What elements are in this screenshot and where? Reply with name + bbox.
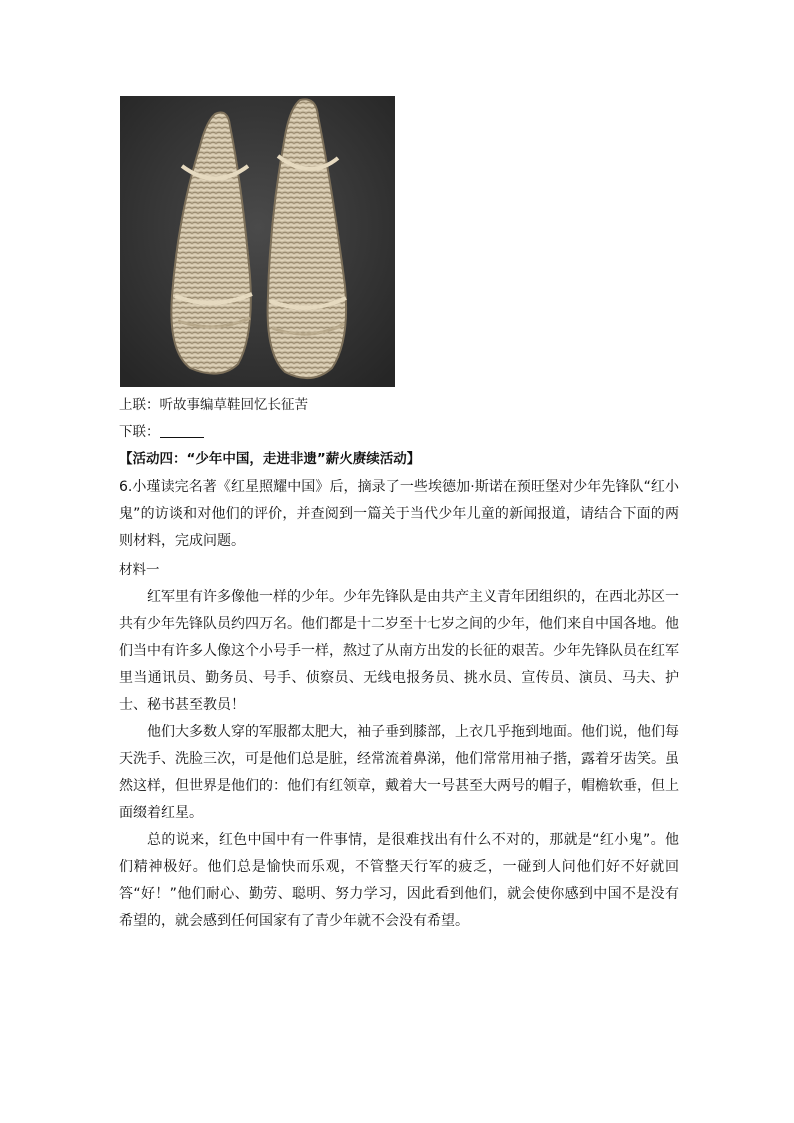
material-paragraph-1: 红军里有许多像他一样的少年。少年先锋队是由共产主义青年团组织的，在西北苏区一共有少年先锋队员约四万名。他们都是十二岁至十七岁之间的少年，他们来自中国各地。他们当中有许多人像这个小号手一样，熬过了从南方出发的长征的艰苦。少年先锋队员在红军里当通讯员、勤务员、号手、侦察员、无线电报务员、挑水员、宣传员、演员、马夫、护士、秘书甚至教员！	[119, 589, 679, 713]
material-label: 材料一	[119, 562, 160, 578]
material-paragraph-3: 总的说来，红色中国中有一件事情，是很难找出有什么不对的，那就是“红小鬼”。他们精神极好。他们总是愉快而乐观，不管整天行军的疲乏，一碰到人问他们好不好就回答“好！”他们耐心、勤劳、聪明、努力学习，因此看到他们，就会使你感到中国不是没有希望的，就会感到任何国家有了青少年就不会没有希望。	[119, 832, 679, 929]
question-paragraph: 6.小瑾读完名著《红星照耀中国》后，摘录了一些埃德加·斯诺在预旺堡对少年先锋队“红小鬼”的访谈和对他们的评价，并查阅到一篇关于当代少年儿童的新闻报道，请结合下面的两则材料，完成问题。	[119, 479, 679, 549]
couplet-lower-label: 下联：	[119, 424, 160, 440]
straw-sandals-icon	[120, 96, 395, 387]
question-text	[119, 474, 679, 555]
answer-blank[interactable]	[160, 423, 204, 438]
straw-sandals-photo	[120, 96, 395, 387]
material-one	[119, 584, 679, 935]
material-paragraph-2: 他们大多数人穿的军服都太肥大，袖子垂到膝部，上衣几乎拖到地面。他们说，他们每天洗手、洗脸三次，可是他们总是脏，经常流着鼻涕，他们常常用袖子揩，露着牙齿笑。虽然这样，但世界是他们的：他们有红领章，戴着大一号甚至大两号的帽子，帽檐软垂，但上面缀着红星。	[119, 724, 679, 821]
couplet-upper: 上联：听故事编草鞋回忆长征苦	[119, 397, 308, 413]
couplet-lower	[119, 419, 204, 446]
activity-title: 【活动四：“少年中国，走进非遗”薪火赓续活动】	[119, 451, 421, 467]
